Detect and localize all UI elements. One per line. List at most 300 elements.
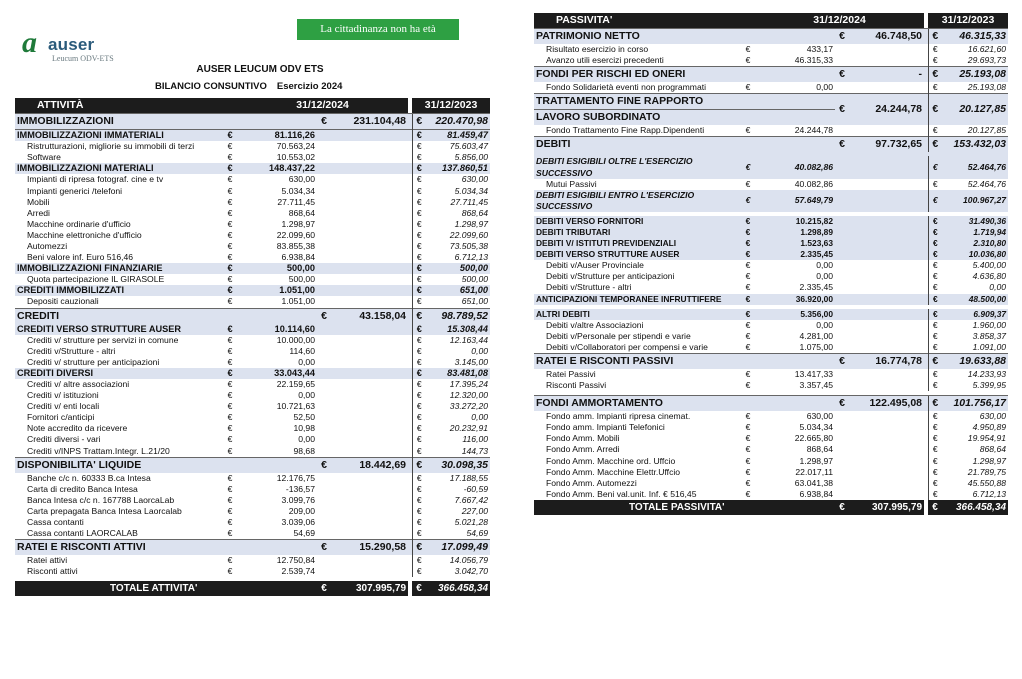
value-2024: 3.039,06	[281, 517, 315, 528]
empty-cell	[317, 152, 331, 163]
value-2024: 5.034,34	[799, 422, 833, 433]
currency-symbol: €	[227, 240, 233, 251]
value-2024: 868,64	[288, 207, 315, 218]
section-row	[534, 294, 1008, 305]
row-label: Crediti v/ istituzioni	[27, 390, 99, 401]
currency-symbol: €	[745, 260, 751, 271]
row-label: DEBITI VERSO STRUTTURE AUSER	[534, 249, 741, 260]
empty-cell	[317, 434, 331, 445]
value-2023: 651,00	[426, 285, 490, 296]
currency-symbol: €	[741, 216, 755, 227]
empty-cell	[849, 320, 924, 331]
row-label: Debiti v/Collaboratori per compensi e varie	[546, 341, 708, 352]
value-2023: 137.860,51	[426, 163, 490, 174]
section-row	[15, 263, 490, 274]
value-2023: 14.056,79	[449, 555, 489, 566]
value-2023: 52.464,76	[942, 156, 1008, 178]
value-2023: 4.950,89	[972, 422, 1007, 433]
value-2024: 0,00	[816, 319, 833, 330]
empty-cell	[331, 555, 408, 566]
empty-cell	[223, 457, 237, 473]
currency-symbol: €	[745, 433, 751, 444]
value-2024: 57.649,79	[755, 190, 835, 212]
empty-cell	[755, 110, 835, 126]
empty-cell	[331, 379, 408, 390]
empty-cell	[317, 163, 331, 174]
empty-cell	[317, 274, 331, 285]
empty-cell	[835, 422, 849, 433]
value-2023: 33.272,20	[449, 401, 489, 412]
currency-symbol: €	[745, 44, 751, 55]
value-2023: 500,00	[461, 274, 489, 285]
value-2023: 100.967,27	[942, 190, 1008, 212]
section-row	[15, 308, 490, 324]
value-2024: 24.244,78	[849, 94, 924, 126]
empty-cell	[331, 130, 408, 142]
empty-cell	[331, 484, 408, 495]
total-row	[15, 581, 490, 596]
row-label: DEBITI ESIGIBILI OLTRE L'ESERCIZIO	[534, 156, 741, 167]
value-2023: 1.960,00	[972, 319, 1007, 330]
empty-cell	[849, 489, 924, 500]
currency-symbol: €	[928, 67, 942, 83]
value-2024: 98,68	[293, 445, 315, 456]
list-item	[15, 230, 490, 241]
row-label: Fondo Amm. Beni val.unit. Inf. € 516,45	[546, 488, 697, 499]
currency-symbol: €	[928, 249, 942, 260]
empty-cell	[317, 197, 331, 208]
currency-symbol: €	[928, 238, 942, 249]
currency-symbol: €	[227, 472, 233, 483]
currency-symbol: €	[745, 444, 751, 455]
currency-symbol: €	[317, 308, 331, 324]
empty-cell	[317, 484, 331, 495]
value-2024: 52,50	[293, 412, 315, 423]
currency-symbol: €	[835, 94, 849, 126]
row-label: Cassa contanti	[27, 517, 84, 528]
value-2023: 630,00	[979, 411, 1007, 422]
value-2024: 433,17	[806, 44, 833, 55]
value-2024: 0,00	[298, 356, 315, 367]
list-item	[15, 141, 490, 152]
value-2023: 6.712,13	[454, 252, 489, 263]
currency-symbol: €	[745, 466, 751, 477]
currency-symbol: €	[928, 29, 942, 45]
currency-symbol: €	[412, 566, 426, 577]
value-2024: 43.158,04	[331, 308, 408, 324]
row-label: Quota partecipazione IL GIRASOLE	[27, 274, 165, 285]
row-label: Fondo Amm. Mobili	[546, 433, 620, 444]
list-item	[15, 241, 490, 252]
currency-symbol: €	[928, 55, 942, 67]
row-label: Debiti v/altre Associazioni	[546, 319, 644, 330]
currency-symbol: €	[412, 141, 426, 152]
empty-cell	[317, 296, 331, 308]
currency-symbol: €	[227, 517, 233, 528]
empty-cell	[849, 456, 924, 467]
currency-symbol: €	[223, 263, 237, 274]
value-2024: 868,64	[806, 444, 833, 455]
row-label: Fondo amm. Impianti Telefonici	[546, 422, 665, 433]
empty-cell	[331, 141, 408, 152]
section-row	[534, 67, 1008, 83]
currency-symbol: €	[412, 308, 426, 324]
empty-cell	[849, 422, 924, 433]
currency-symbol: €	[928, 309, 942, 320]
list-item	[15, 335, 490, 346]
empty-cell	[835, 456, 849, 467]
empty-cell	[849, 55, 924, 67]
empty-cell	[835, 156, 849, 178]
currency-symbol: €	[928, 260, 942, 271]
empty-cell	[331, 197, 408, 208]
row-label: DEBITI TRIBUTARI	[534, 227, 741, 238]
currency-symbol: €	[928, 320, 942, 331]
currency-symbol: €	[745, 477, 751, 488]
currency-symbol: €	[741, 190, 755, 212]
currency-symbol: €	[835, 29, 849, 45]
list-item	[15, 473, 490, 484]
currency-symbol: €	[741, 238, 755, 249]
currency-symbol: €	[227, 218, 233, 229]
value-2024: 1.523,63	[755, 238, 835, 249]
empty-cell	[223, 540, 237, 556]
column-title: ATTIVITÀ	[15, 98, 223, 114]
value-2024: 1.298,97	[281, 218, 315, 229]
list-item	[15, 274, 490, 285]
value-2023: 10.036,80	[942, 249, 1008, 260]
row-label: DEBITI	[534, 137, 741, 153]
value-2024: 0,00	[816, 260, 833, 271]
empty-cell	[317, 219, 331, 230]
empty-cell	[849, 369, 924, 380]
empty-cell	[317, 285, 331, 296]
value-2024: 12.750,84	[276, 555, 315, 566]
value-2023: 5.021,28	[454, 517, 489, 528]
list-item	[15, 446, 490, 458]
empty-cell	[317, 357, 331, 368]
row-label: Crediti v/Strutture - altri	[27, 345, 116, 356]
empty-cell	[835, 227, 849, 238]
row-label: SUCCESSIVO	[534, 167, 741, 178]
empty-cell	[835, 190, 849, 212]
currency-symbol: €	[928, 125, 942, 137]
list-item	[15, 412, 490, 423]
row-label: Carta prepagata Banca Intesa Laorcalab	[27, 505, 182, 516]
value-2023: 14.233,93	[967, 369, 1007, 380]
value-2024: 18.442,69	[331, 457, 408, 473]
value-2023: 20.232,91	[449, 423, 489, 434]
value-2024: 630,00	[288, 174, 315, 185]
empty-cell	[835, 331, 849, 342]
currency-symbol: €	[835, 396, 849, 412]
empty-cell	[835, 489, 849, 500]
row-label: Fondo amm. Impianti ripresa cinemat.	[546, 411, 691, 422]
currency-symbol: €	[745, 55, 751, 66]
currency-symbol: €	[745, 411, 751, 422]
row-label: Crediti diversi - vari	[27, 434, 101, 445]
empty-cell	[835, 309, 849, 320]
empty-cell	[317, 528, 331, 540]
currency-symbol: €	[412, 208, 426, 219]
currency-symbol: €	[928, 467, 942, 478]
list-item	[15, 390, 490, 401]
list-item	[15, 555, 490, 566]
empty-cell	[835, 44, 849, 55]
currency-symbol: €	[227, 196, 233, 207]
empty-cell	[331, 473, 408, 484]
row-label: Crediti v/ strutture per anticipazioni	[27, 356, 160, 367]
empty-cell	[849, 179, 924, 190]
row-label: IMMOBILIZZAZIONI	[15, 114, 223, 130]
section-row	[534, 396, 1008, 412]
list-item	[534, 331, 1008, 342]
empty-cell	[317, 368, 331, 379]
value-2024: 3.099,76	[281, 494, 315, 505]
total-row	[534, 500, 1008, 515]
row-label: Risconti Passivi	[546, 380, 607, 391]
row-label: Debiti v/Strutture per anticipazioni	[546, 271, 675, 282]
row-label: Banche c/c n. 60333 B.ca Intesa	[27, 472, 151, 483]
currency-symbol: €	[227, 379, 233, 390]
empty-cell	[237, 114, 317, 130]
value-2024: 3.357,45	[799, 380, 833, 391]
empty-cell	[331, 506, 408, 517]
empty-cell	[835, 380, 849, 391]
value-2023: 21.789,75	[967, 466, 1007, 477]
currency-symbol: €	[412, 174, 426, 185]
empty-cell	[317, 141, 331, 152]
row-label: Crediti v/INPS Trattam.Integr. L.21/20	[27, 445, 170, 456]
currency-symbol: €	[928, 44, 942, 55]
row-label: RATEI E RISCONTI PASSIVI	[534, 353, 741, 369]
header-row	[15, 98, 490, 114]
currency-symbol: €	[741, 249, 755, 260]
currency-symbol: €	[928, 353, 942, 369]
value-2024: 10,98	[293, 423, 315, 434]
value-2023: -60,59	[463, 483, 489, 494]
value-2024: 40.082,86	[755, 156, 835, 178]
list-item	[15, 185, 490, 196]
empty-cell	[237, 457, 317, 473]
section-row	[15, 324, 490, 335]
empty-cell	[835, 271, 849, 282]
empty-cell	[331, 528, 408, 540]
total-2023: 366.458,34	[942, 500, 1008, 515]
empty-cell	[741, 94, 755, 110]
row-label: Fondo Amm. Arredi	[546, 444, 620, 455]
currency-symbol: €	[745, 82, 751, 93]
currency-symbol: €	[412, 114, 426, 130]
list-item	[534, 422, 1008, 433]
value-2024: 5.034,34	[281, 185, 315, 196]
empty-cell	[755, 29, 835, 45]
currency-symbol: €	[412, 230, 426, 241]
value-2024: 33.043,44	[237, 368, 317, 379]
currency-symbol: €	[227, 566, 233, 577]
logo-mark: a	[22, 26, 37, 59]
row-label: Mutui Passivi	[546, 178, 597, 189]
empty-cell	[331, 412, 408, 423]
empty-cell	[849, 227, 924, 238]
list-item	[534, 411, 1008, 422]
row-label: FONDI AMMORTAMENTO	[534, 396, 741, 412]
empty-cell	[331, 446, 408, 458]
value-2023: 3.042,70	[454, 566, 489, 577]
value-2023: 5.400,00	[972, 260, 1007, 271]
empty-cell	[835, 444, 849, 455]
value-2023: 25.193,08	[967, 82, 1007, 93]
value-2023: 6.909,37	[942, 309, 1008, 320]
empty-cell	[331, 174, 408, 185]
list-item	[534, 179, 1008, 190]
empty-cell	[835, 179, 849, 190]
value-2024: 6.938,84	[799, 488, 833, 499]
value-2024: 81.116,26	[237, 130, 317, 142]
currency-symbol: €	[928, 271, 942, 282]
row-label: IMMOBILIZZAZIONI FINANZIARIE	[15, 263, 223, 274]
empty-cell	[317, 506, 331, 517]
value-2023: 54,69	[466, 528, 489, 539]
empty-cell	[317, 263, 331, 274]
row-label: ALTRI DEBITI	[534, 309, 741, 320]
value-2024: 4.281,00	[799, 330, 833, 341]
empty-cell	[331, 185, 408, 196]
currency-symbol: €	[227, 555, 233, 566]
value-2024: 1.051,00	[237, 285, 317, 296]
row-label: Fondo Solidarietà eventi non programmati	[546, 82, 707, 93]
empty-cell	[755, 94, 835, 110]
currency-symbol: €	[412, 130, 426, 142]
empty-cell	[849, 342, 924, 354]
empty-cell	[849, 249, 924, 260]
currency-symbol: €	[227, 296, 233, 307]
row-label: Risconti attivi	[27, 566, 78, 577]
currency-symbol: €	[928, 411, 942, 422]
value-2024: 70.563,24	[276, 141, 315, 152]
currency-symbol: €	[412, 423, 426, 434]
empty-cell	[835, 320, 849, 331]
report-type: BILANCIO CONSUNTIVO	[155, 81, 267, 92]
currency-symbol: €	[223, 130, 237, 142]
currency-symbol: €	[412, 346, 426, 357]
value-2024: 16.774,78	[849, 353, 924, 369]
value-2024: 27.711,45	[277, 196, 315, 207]
empty-cell	[835, 125, 849, 137]
empty-cell	[317, 324, 331, 335]
currency-symbol: €	[928, 500, 942, 515]
section-row	[534, 137, 1008, 153]
empty-cell	[331, 368, 408, 379]
currency-symbol: €	[835, 137, 849, 153]
empty-cell	[741, 13, 755, 29]
currency-symbol: €	[412, 446, 426, 458]
value-2024: 500,00	[237, 263, 317, 274]
currency-symbol: €	[745, 271, 751, 282]
row-label: Fondo Trattamento Fine Rapp.Dipendenti	[546, 125, 705, 136]
empty-cell	[317, 423, 331, 434]
currency-symbol: €	[223, 324, 237, 335]
row-label: CREDITI DIVERSI	[15, 368, 223, 379]
currency-symbol: €	[412, 457, 426, 473]
value-2024: 40.082,86	[794, 178, 833, 189]
value-2024: 22.159,65	[276, 379, 315, 390]
empty-cell	[835, 478, 849, 489]
row-label: DEBITI VERSO FORNITORI	[534, 216, 741, 227]
section-row	[15, 114, 490, 130]
list-item	[15, 252, 490, 263]
list-item	[15, 379, 490, 390]
empty-cell	[835, 433, 849, 444]
list-item	[534, 282, 1008, 293]
list-item	[534, 55, 1008, 67]
value-2024: 54,69	[293, 528, 315, 539]
total-label: TOTALE ATTIVITA'	[15, 581, 317, 596]
row-label: Mobili	[27, 196, 50, 207]
section-row	[534, 190, 1008, 201]
empty-cell	[331, 401, 408, 412]
currency-symbol: €	[745, 380, 751, 391]
currency-symbol: €	[317, 581, 331, 596]
empty-cell	[317, 555, 331, 566]
empty-cell	[755, 137, 835, 153]
currency-symbol: €	[741, 227, 755, 238]
row-label: Risultato esercizio in corso	[546, 44, 649, 55]
value-2023: 16.621,60	[967, 44, 1007, 55]
section-row	[534, 156, 1008, 167]
currency-symbol: €	[928, 422, 942, 433]
currency-symbol: €	[412, 412, 426, 423]
empty-cell	[331, 324, 408, 335]
row-label: CREDITI	[15, 308, 223, 324]
value-2023: 20.127,85	[942, 94, 1008, 126]
empty-cell	[849, 331, 924, 342]
row-label: CREDITI IMMOBILIZZATI	[15, 285, 223, 296]
section-row	[15, 163, 490, 174]
currency-symbol: €	[412, 473, 426, 484]
section-row	[534, 29, 1008, 45]
value-2024: 1.075,00	[799, 341, 833, 352]
currency-symbol: €	[928, 433, 942, 444]
row-label: DEBITI ESIGIBILI ENTRO L'ESERCIZIO	[534, 190, 741, 201]
report-title	[155, 81, 342, 92]
list-item	[534, 369, 1008, 380]
empty-cell	[835, 238, 849, 249]
section-row	[534, 216, 1008, 227]
currency-symbol: €	[741, 156, 755, 178]
column-date-2024: 31/12/2024	[755, 13, 924, 29]
list-item	[15, 197, 490, 208]
row-label: IMMOBILIZZAZIONI IMMATERIALI	[15, 130, 223, 142]
value-2023: 3.858,37	[972, 330, 1007, 341]
currency-symbol: €	[928, 331, 942, 342]
value-2023: 0,00	[471, 345, 489, 356]
empty-cell	[317, 335, 331, 346]
currency-symbol: €	[928, 396, 942, 412]
value-2024: 13.417,33	[794, 369, 833, 380]
empty-cell	[849, 156, 924, 178]
row-label: Fondo Amm. Macchine Elettr.Uffcio	[546, 466, 681, 477]
empty-cell	[741, 110, 755, 126]
value-2024: 500,00	[288, 274, 315, 285]
currency-symbol: €	[928, 82, 942, 94]
empty-cell	[317, 174, 331, 185]
currency-symbol: €	[227, 356, 233, 367]
row-label: Crediti v/ strutture per servizi in comune	[27, 334, 179, 345]
value-2024: -136,57	[285, 483, 315, 494]
value-2024: 630,00	[806, 411, 833, 422]
row-label: Automezzi	[27, 240, 68, 251]
